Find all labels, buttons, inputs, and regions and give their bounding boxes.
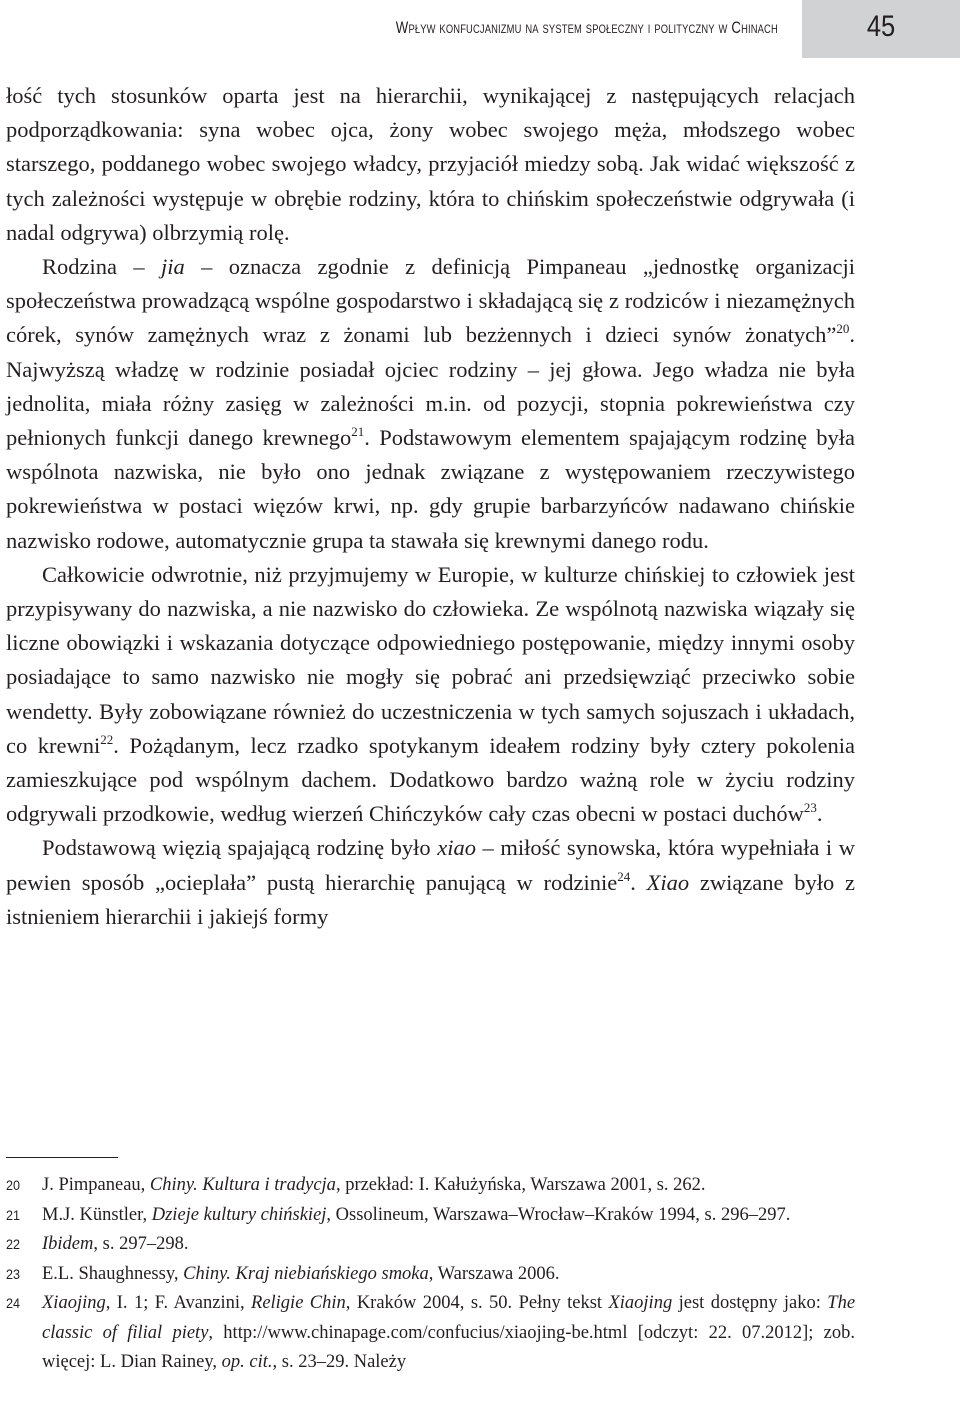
text-run: jest dostępny jako: (672, 1293, 828, 1313)
italic-title: Religie Chin (251, 1293, 346, 1313)
italic-title: Chiny. Kraj niebiańskiego smoka (183, 1263, 429, 1284)
text-run: Podstawową więzią spajającą rodzinę było (42, 835, 438, 861)
text-run: . Pożądanym, lecz rzadko spotykanym ideałem rodziny były cztery pokolenia zamieszkujące pod wspólnym dachem. Dodatkowo bardzo ważną role w życiu rodziny odgrywali przodkowie, według wierzeń Chińczyków cały czas obecni w postaci duchów (6, 732, 855, 827)
footnote-ref[interactable]: 23 (803, 800, 817, 816)
text-run: E.L. Shaughnessy, (42, 1263, 184, 1284)
text-run: – oznacza zgodnie z definicją Pimpaneau „jednostkę organizacji społeczeństwa prowadzącą wspólne gospodarstwo i składającą się z rodziców i niezamężnych córek, synów zamężnych wraz z żonami lub bezżennych i dzieci synów żonatych” (6, 254, 855, 348)
text-run: – miłość synowska, która wypełniała i w pewien sposób „ocieplała” pustą hierarchię panującą w rodzinie (6, 835, 855, 895)
footnote (6, 1260, 855, 1290)
text-run: , Ossolineum, Warszawa–Wrocław–Kraków 1994, s. 296–297. (326, 1204, 791, 1225)
text-run: , I. 1; F. Avanzini, (105, 1293, 252, 1313)
text-run: , przekład: I. Kałużyńska, Warszawa 2001, s. 262. (335, 1175, 706, 1195)
text-run: J. Pimpaneau, (42, 1175, 150, 1195)
footnote-number: 24 (6, 1295, 21, 1311)
italic-title: Chiny. Kultura i tradycja (149, 1175, 336, 1195)
text-run: . (816, 801, 823, 827)
italic-title: Xiaojing (608, 1293, 673, 1313)
footnote-ref[interactable]: 24 (617, 868, 631, 884)
text-run: . (630, 869, 647, 895)
text-run: , s. 23–29. Należy (272, 1352, 407, 1372)
footnote-text (42, 1230, 855, 1260)
footnote-number: 22 (6, 1236, 21, 1252)
footnote (6, 1289, 855, 1378)
footnote-ref[interactable]: 22 (100, 731, 114, 747)
footnote-separator (6, 1157, 118, 1158)
running-title: Wpływ konfucjanizmu na system społeczny i polityczny w Chinach (395, 18, 778, 37)
text-run: , Kraków 2004, s. 50. Pełny tekst (345, 1293, 609, 1313)
text-run: M.J. Künstler, (42, 1204, 152, 1225)
text-run: Całkowicie odwrotnie, niż przyjmujemy w Europie, w kulturze chińskiej to człowiek jest przypisywany do nazwiska, a nie nazwisko do człowieka. Ze wspólnotą nazwiska wiązały się liczne obowiązki i wskazania dotyczące odpowiedniego postępowanie, między innymi osoby posiadające to samo nazwisko nie mogły się pobrać ani przedsięwziąć przeciwko sobie wendetty. Były zobowiązane również do uczestniczenia w tych samych sojuszach i układach, co krewni (6, 561, 855, 758)
italic-title: Dzieje kultury chińskiej (151, 1204, 327, 1225)
footnote (6, 1230, 855, 1260)
paragraph (6, 558, 855, 832)
footnote-ref[interactable]: 21 (351, 424, 365, 440)
page-number-tab (802, 0, 960, 58)
italic-term: xiao (437, 835, 476, 861)
italic-term: Xiao (646, 869, 690, 895)
main-text (6, 79, 855, 934)
text-run: , s. 297–298. (93, 1234, 189, 1254)
italic-term: jia (160, 254, 185, 280)
text-run: . Podstawowym elementem spajającym rodzinę była wspólnota nazwiska, nie było ono jednak związane z występowaniem rzeczywistego pokrewieństwa w postaci więzów krwi, np. gdy grupie barbarzyńców nadawano chińskie nazwisko rodowe, automatycznie grupa ta stawała się krewnymi danego rodu. (6, 425, 855, 553)
footnote-text (42, 1289, 855, 1378)
italic-title: Ibidem (42, 1234, 94, 1254)
footnote-text (42, 1260, 855, 1290)
text-run: . Najwyższą władzę w rodzinie posiadał ojciec rodziny – jej głowa. Jego władza nie była jednolita, miała różny zasięg w zależności m.in. od pozycji, stopnia pokrewieństwa czy pełnionych funkcji danego krewnego (6, 322, 855, 451)
footnote (6, 1201, 855, 1231)
text-run: Rodzina – (42, 254, 161, 280)
text-run: , Warszawa 2006. (428, 1263, 560, 1284)
footnote-text (42, 1171, 855, 1201)
footnote-ref[interactable]: 20 (836, 321, 850, 337)
url-text[interactable]: , http://www.chinapage.com/confucius/xiaojing-be.html [odczyt: 22. 07.2012]; zob. więcej: L. Dian Rainey, (42, 1322, 855, 1372)
page-number: 45 (866, 10, 896, 43)
footnote-number: 20 (6, 1177, 21, 1193)
footnote-number: 23 (6, 1265, 21, 1282)
footnote-number: 21 (6, 1206, 21, 1223)
footnote-text (42, 1201, 855, 1231)
italic-title: op. cit. (221, 1352, 273, 1372)
paragraph (6, 79, 855, 250)
text-run: łość tych stosunków oparta jest na hierarchii, wynikającej z następujących relacjach podporządkowania: syna wobec ojca, żony wobec swojego męża, młodszego wobec starszego, poddanego wobec swojego władcy, przyjaciół miedzy sobą. Jak widać większość z tych zależności występuje w obrębie rodziny, która to chińskim społeczeństwie odgrywała (i nadal odgrywa) olbrzymią rolę. (6, 83, 855, 245)
footnote (6, 1171, 855, 1201)
italic-title: The classic of filial piety (42, 1293, 856, 1343)
italic-title: Xiaojing (42, 1293, 106, 1313)
page-header (0, 0, 960, 62)
footnotes (6, 1171, 855, 1378)
paragraph (6, 831, 855, 934)
text-run: związane było z istnieniem hierarchii i jakiejś formy (6, 869, 855, 929)
paragraph (6, 250, 855, 558)
